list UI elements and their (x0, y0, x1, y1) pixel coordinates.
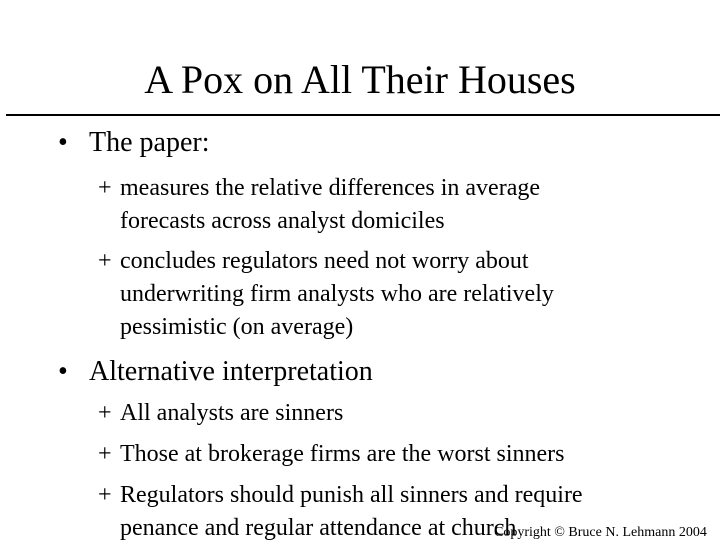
sub-item-text (120, 397, 343, 430)
sub-item-text (120, 245, 554, 344)
sub-item-line: measures the relative differences in average (120, 175, 540, 201)
title-divider (6, 114, 720, 116)
sub-item-text (120, 438, 565, 471)
sub-marker: + (98, 441, 112, 467)
sub-item-line: forecasts across analyst domiciles (120, 208, 445, 234)
sub-item-line: All analysts are sinners (120, 400, 344, 426)
sub-item-line: concludes regulators need not worry about (120, 248, 529, 274)
sub-marker: + (98, 175, 112, 201)
slide-title: A Pox on All Their Houses (144, 57, 576, 102)
sub-item-line: underwriting firm analysts who are relatively (120, 281, 554, 307)
sub-item-line: Regulators should punish all sinners and require (120, 482, 583, 508)
copyright-notice: Copyright © Bruce N. Lehmann 2004 (494, 525, 707, 540)
sub-marker: + (98, 400, 112, 426)
sub-item-line: penance and regular attendance at church (120, 515, 517, 541)
sub-marker: + (98, 482, 112, 508)
sub-item-text (120, 172, 540, 238)
bullet-heading: Alternative interpretation (89, 356, 373, 387)
sub-item-line: Those at brokerage firms are the worst sinners (120, 441, 565, 467)
bullet-dot: • (58, 356, 68, 387)
sub-marker: + (98, 248, 112, 274)
sub-item-line: pessimistic (on average) (120, 314, 354, 340)
bullet-heading: The paper: (89, 127, 210, 158)
bullet-dot: • (58, 127, 68, 158)
